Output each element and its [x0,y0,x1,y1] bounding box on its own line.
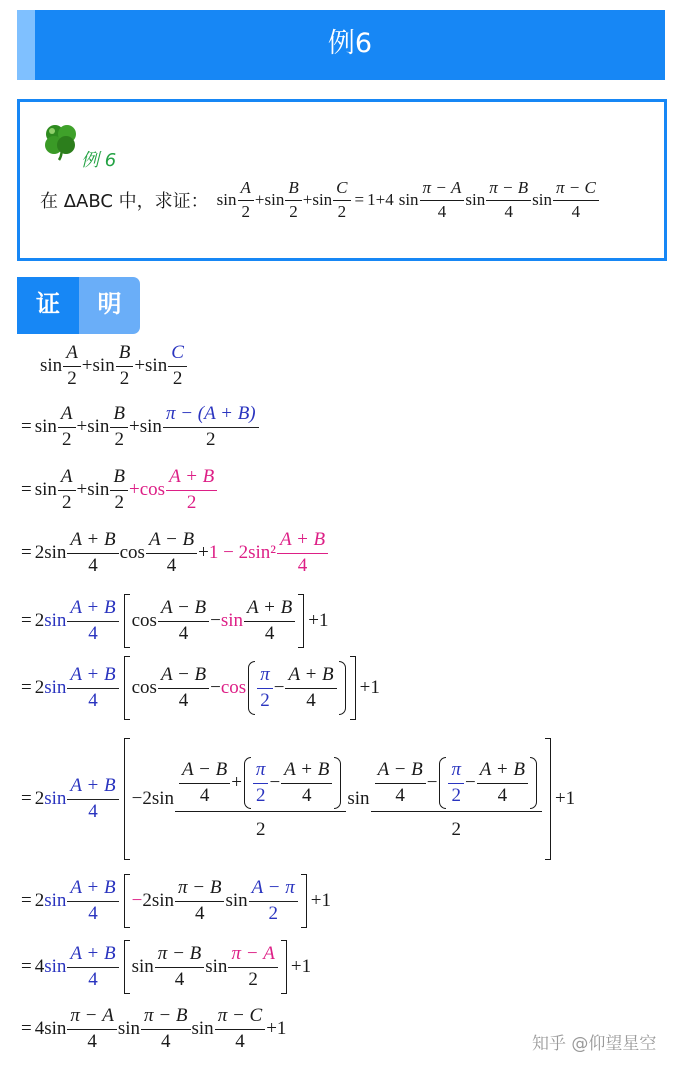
banner-accent-bar [17,10,35,80]
math-text: B [118,342,131,363]
math-text: 4 [179,783,230,807]
proof-line-6 [18,656,380,720]
math-text: 4 [277,553,328,577]
math-text: 2 [371,811,542,841]
math-text [334,757,341,809]
math-text: 4 [175,901,224,925]
math-text: π [255,758,266,780]
math-text: = [21,416,32,438]
right-bracket [350,656,356,720]
math-text: − [273,677,285,698]
math-text: 4 [477,783,528,807]
proof-line-4 [18,530,329,577]
fraction [155,944,204,991]
fraction [375,760,426,807]
math-text: sin [216,190,237,209]
math-text: 2 [285,200,301,222]
fraction [420,179,465,221]
math-text: −2sin [131,788,174,809]
fraction [249,878,298,925]
proof-tab-char1: 证 [17,277,79,334]
math-text: + [76,416,88,438]
math-text: 2sin [34,542,67,564]
math-text [530,757,537,809]
math-text: = [21,788,32,809]
proof-line-8 [18,874,331,928]
math-text: 4 [146,553,197,577]
math-text: 4 [375,783,426,807]
math-text: 1 − 2sin² [208,542,276,564]
math-text: 2 [168,366,187,390]
math-text: 4 [141,1029,190,1053]
fraction [175,878,224,925]
fraction [244,598,295,645]
example-statement [40,178,600,222]
fraction [146,530,197,577]
fraction [166,467,217,514]
math-text: 4 [553,200,599,222]
math-text: +1 [266,1018,287,1040]
right-bracket [301,874,307,928]
math-text: sin [44,890,67,911]
fraction [277,530,328,577]
fraction [116,343,134,390]
math-text: 4 [486,200,531,222]
math-text: A + B [70,876,116,898]
math-text: 2 [253,783,269,807]
math-text: π − B [178,876,222,898]
math-text: 2 [163,427,259,451]
math-text: 4 [67,688,118,712]
math-text: +1 [310,890,331,911]
left-bracket [124,874,130,928]
fraction [486,179,531,221]
proof-line-7 [18,738,575,860]
fraction [67,598,118,645]
math-text [439,757,446,809]
math-text: 2 [257,688,273,712]
math-text: A + B [70,663,116,685]
watermark: 知乎 @仰望星空 [532,1034,657,1054]
math-text: 4 [67,553,118,577]
math-text: A + B [247,596,293,618]
math-text: + [198,542,209,564]
fraction [281,760,332,807]
math-text: A − B [160,596,207,618]
math-text: − [210,677,221,698]
math-text: cos [119,542,145,564]
math-text: sin [532,190,552,209]
fraction [110,404,128,451]
math-text: = [21,890,32,911]
math-text: + [375,190,386,209]
fraction [228,944,277,991]
math-text: B [113,403,126,424]
fraction [141,1006,190,1053]
math-text: π − B [489,177,529,197]
math-text: sin [225,890,248,911]
math-text: − [426,771,438,793]
math-text: 4sin [34,1018,67,1040]
math-text: 4 [385,190,394,209]
left-bracket [124,940,130,994]
math-text: + [231,771,242,793]
math-text: 4 [281,783,332,807]
math-text: C [336,177,348,197]
fraction [67,776,118,823]
math-text: 2 [34,788,45,809]
math-text: A + B [70,596,116,618]
left-bracket [124,656,130,720]
fraction [253,760,269,807]
math-text: sin [191,1018,214,1040]
math-text: C [171,342,184,363]
fraction [285,179,301,221]
example-box [17,99,667,261]
fraction [67,944,118,991]
math-text: B [113,466,126,487]
fraction [238,179,254,221]
banner-title: 例6 [327,28,373,59]
fraction [158,598,209,645]
math-text: = [354,190,365,209]
math-text: 4 [244,621,295,645]
math-text: = [21,542,32,564]
math-text: sin [139,416,162,438]
math-text: sin [92,355,115,377]
left-bracket [124,594,130,648]
fraction [158,665,209,712]
math-text: 4 [34,956,45,977]
math-text: 2 [34,610,45,631]
math-text: + [129,416,140,438]
math-text: sin [44,610,67,631]
math-text: 4 [155,967,204,991]
math-text: 4 [67,799,118,823]
math-text: 2 [249,901,298,925]
math-text: 4 [158,621,209,645]
fraction [67,530,118,577]
math-text: A + B [284,758,330,780]
left-bracket [124,738,130,860]
fraction [179,760,230,807]
math-text: π − C [555,177,596,197]
fraction [67,878,118,925]
math-text: + [81,355,93,377]
fraction [58,404,76,451]
math-text: sin [264,190,285,209]
math-text: +1 [308,610,329,631]
math-text: = [21,610,32,631]
fraction [63,343,81,390]
math-text: +1 [554,788,576,809]
fraction [67,1006,116,1053]
math-text: sin [44,677,67,698]
math-text: π − A [422,177,462,197]
math-text: sin [44,788,67,809]
math-text: sin [131,956,154,977]
math-text: 2 [333,200,350,222]
math-text: π − A [70,1005,114,1026]
math-text: cos [131,610,157,631]
big-fraction [371,757,542,841]
math-text: sin [40,355,63,377]
fraction [257,665,273,712]
math-text: π − B [144,1005,188,1026]
fraction [168,343,187,390]
math-text: 2 [228,967,277,991]
math-text: 2 [116,366,134,390]
math-text: 4 [285,688,336,712]
math-text: π − (A + B) [165,403,256,424]
proof-line-1 [40,343,188,390]
right-bracket [281,940,287,994]
math-text: 4 [67,967,118,991]
math-text: +1 [359,677,380,698]
math-text: π − C [217,1005,263,1026]
math-text: 4 [67,621,118,645]
math-text: 2 [110,427,128,451]
math-text: cos [131,677,157,698]
math-text: sin [87,416,110,438]
math-text: 4 [158,688,209,712]
right-paren [339,661,346,715]
fraction [553,179,599,221]
fraction [333,179,350,221]
math-text: 2 [58,490,76,514]
fraction [448,760,464,807]
left-paren [248,661,255,715]
clover-icon [41,122,81,167]
example-label: 例 6 [81,150,117,171]
math-text: sin [220,610,244,631]
math-text: sin [117,1018,141,1040]
math-text: A [60,466,73,487]
fraction [163,404,259,451]
math-text: π [260,663,270,685]
math-text: 2 [110,490,128,514]
math-text: sin [44,956,67,977]
math-text: 2 [166,490,217,514]
math-text: B [288,177,299,197]
math-text: 2 [63,366,81,390]
math-text: sin [398,190,419,209]
math-text: − [269,771,281,793]
math-text: + [254,190,265,209]
math-text: = [21,956,32,977]
math-text: sin [34,416,57,438]
math-text: 4 [420,200,465,222]
math-text: π [451,758,462,780]
math-text: = [21,1018,32,1040]
math-text: = [21,677,32,698]
math-text: A [240,177,251,197]
proof-line-2 [18,404,260,451]
math-text: + [76,479,88,501]
math-text: A − B [182,758,228,780]
proof-line-10 [18,1006,286,1053]
math-text: A + B [70,774,116,796]
fraction [285,665,336,712]
math-text: A − π [251,876,295,898]
math-text: 1 [367,190,376,209]
math-text: 4 [67,1029,116,1053]
math-text: cos [220,677,247,698]
math-text: sin [145,355,168,377]
math-text: A − B [148,529,195,550]
math-text: 2 [175,811,346,841]
math-text: +1 [290,956,312,977]
math-text: − [210,610,221,631]
proof-tab-char2: 明 [79,277,140,334]
math-text: sin [347,788,370,809]
fraction [215,1006,266,1053]
statement-prefix: 在 ΔABC 中，求证： [40,191,209,212]
fraction [477,760,528,807]
right-bracket [298,594,304,648]
math-text: A + B [169,466,215,487]
math-text: 4 [215,1029,266,1053]
math-text: = [21,479,32,501]
math-text: sin [465,190,486,209]
math-text: sin [205,956,228,977]
big-fraction [175,757,346,841]
proof-line-5 [18,594,328,648]
math-text [244,757,251,809]
math-text: A + B [288,663,334,685]
proof-line-9 [18,940,311,994]
math-text: π − A [231,942,275,964]
fraction [110,467,128,514]
fraction [58,467,76,514]
right-bracket [545,738,551,860]
math-text: sin [34,479,57,501]
math-text: A [60,403,73,424]
math-text: 2 [34,677,45,698]
math-text: 2 [34,890,45,911]
math-text: − [131,890,143,911]
math-text: A + B [70,529,116,550]
math-text: A − B [377,758,423,780]
fraction [67,665,118,712]
math-text: sin [312,190,333,209]
math-text: + [302,190,313,209]
math-text: − [465,771,476,793]
math-text: π − B [157,942,202,964]
example-banner [17,10,665,80]
math-text: +cos [129,479,166,501]
math-text: 2 [448,783,464,807]
math-text: A + B [70,942,116,964]
math-text: 4 [67,901,118,925]
math-text: A − B [160,663,207,685]
math-text: A + B [479,758,525,780]
math-text: A + B [279,529,326,550]
math-text: A [66,342,78,363]
math-text: 2 [58,427,76,451]
proof-line-3 [18,467,218,514]
math-text: sin [87,479,110,501]
math-text: 2 [238,200,254,222]
math-text: 2sin [142,890,175,911]
math-text: + [134,355,146,377]
